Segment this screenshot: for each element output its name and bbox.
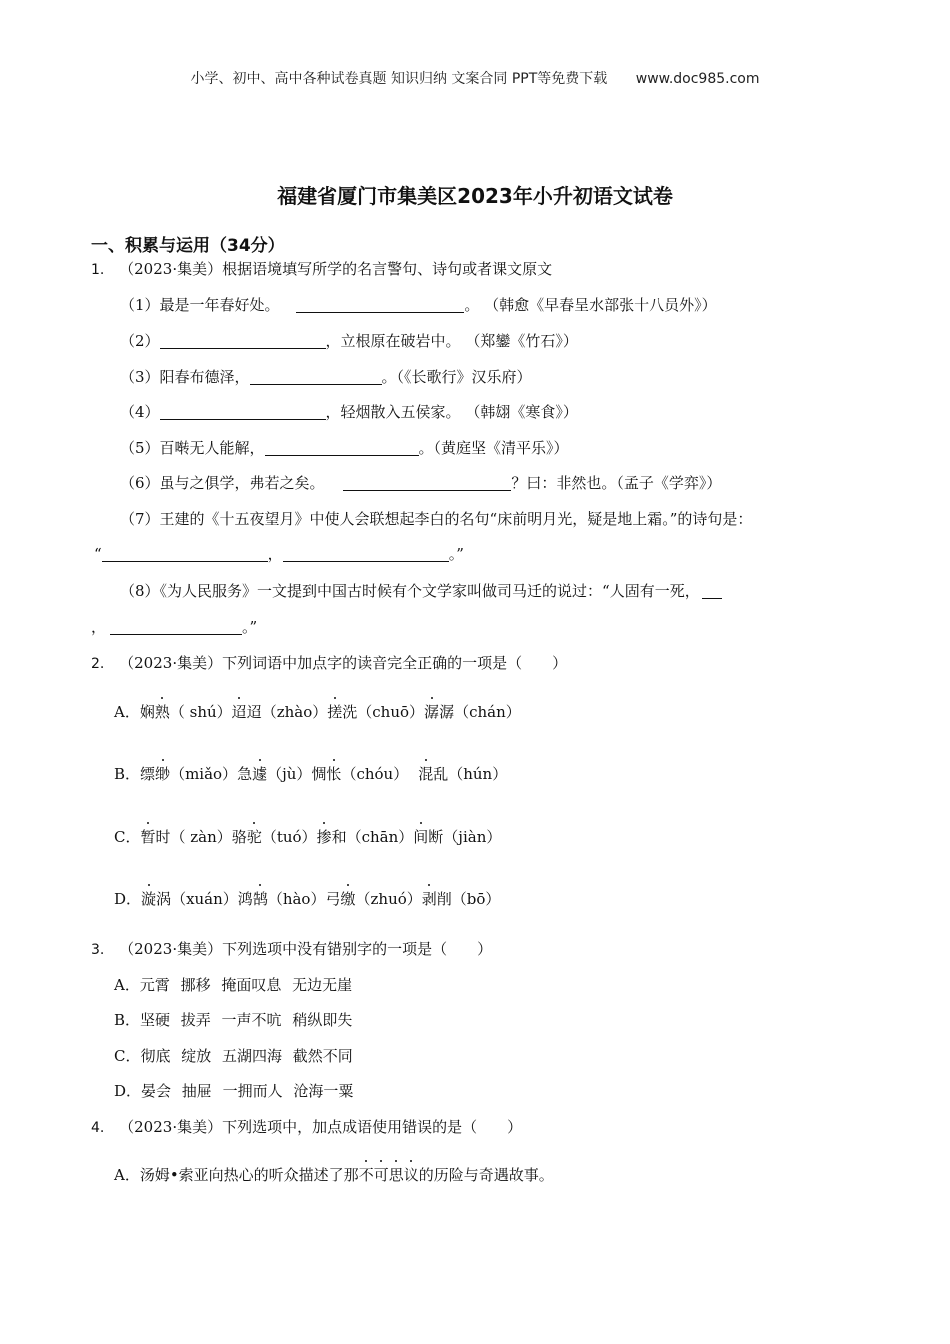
pinyin: （xuán） xyxy=(171,890,238,908)
q3-option-d[interactable]: D．晏会 抽屉 一拥而人 沧海一粟 xyxy=(114,1082,354,1100)
dotted-char: 缈 xyxy=(155,765,171,783)
dotted-char: 鹄 xyxy=(252,890,268,908)
option-label: B． xyxy=(114,765,141,783)
option-text: A．汤姆•索亚向热心的听众描述了那 xyxy=(114,1166,359,1184)
dotted-char: 间 xyxy=(413,828,429,846)
q3-number: 3. xyxy=(91,942,105,958)
word-char: 迢 xyxy=(246,703,262,721)
dotted-char: 思 xyxy=(388,1166,404,1184)
close-quote: 。” xyxy=(448,545,464,563)
page-header xyxy=(0,68,950,88)
q3-option-c[interactable]: C．彻底 绽放 五湖四海 截然不同 xyxy=(114,1047,353,1065)
dotted-char: 可 xyxy=(373,1166,389,1184)
dotted-char: 混 xyxy=(418,765,434,783)
header-site[interactable]: www.doc985.com xyxy=(635,71,760,87)
answer-blank[interactable] xyxy=(250,368,382,385)
word-char: 和 xyxy=(331,828,347,846)
pinyin: （hún） xyxy=(448,765,508,783)
q1-item-6 xyxy=(120,472,721,493)
q1-item-4 xyxy=(120,401,578,422)
pinyin: （zhuó） xyxy=(355,890,422,908)
pinyin: （chān） xyxy=(346,828,414,846)
q1-item-7: （7）王建的《十五夜望月》中使人会联想起李白的名句“床前明月光，疑是地上霜。”的诗句是： xyxy=(120,510,753,528)
q4-option-a[interactable] xyxy=(114,1164,554,1185)
pinyin: （jiàn） xyxy=(443,828,502,846)
dotted-char: 遽 xyxy=(252,765,268,783)
answer-blank[interactable] xyxy=(102,545,268,562)
pinyin: （chuō） xyxy=(357,703,425,721)
q3-stem xyxy=(91,938,492,959)
option-label: A． xyxy=(114,703,140,721)
q2-stem xyxy=(91,652,567,673)
q1-item-5 xyxy=(120,437,569,458)
q4-stem xyxy=(91,1116,522,1137)
q1-item-7-answer xyxy=(94,543,464,564)
dotted-char: 熟 xyxy=(154,703,170,721)
pinyin: （tuó） xyxy=(261,828,317,846)
q1-item-1 xyxy=(120,294,717,315)
close-quote: 。” xyxy=(242,618,258,636)
comma: ， xyxy=(267,545,283,563)
pinyin: （jù） xyxy=(267,765,312,783)
header-text: 小学、初中、高中各种试卷真题 知识归纳 文案合同 PPT等免费下载 xyxy=(190,71,608,87)
word-char: 缥 xyxy=(140,765,156,783)
q3-option-b[interactable]: B．坚硬 拔弄 一声不吭 稍纵即失 xyxy=(114,1011,353,1029)
option-text: 的历险与奇遇故事。 xyxy=(418,1166,554,1184)
word-char: 断 xyxy=(428,828,444,846)
answer-blank[interactable] xyxy=(702,582,722,599)
q4-stem-text: （2023·集美）下列选项中，加点成语使用错误的是（ ） xyxy=(119,1118,523,1136)
answer-blank[interactable] xyxy=(265,439,419,456)
q2-option-d[interactable] xyxy=(114,888,500,909)
q2-option-c[interactable] xyxy=(114,826,501,847)
dotted-char: 迢 xyxy=(231,703,247,721)
q1-item-5-source: 。（黄庭坚《清平乐》） xyxy=(418,439,569,457)
word-char: 乱 xyxy=(433,765,449,783)
answer-blank[interactable] xyxy=(283,545,449,562)
q1-item-1-source: 。 （韩愈《早春呈水部张十八员外》） xyxy=(464,296,717,314)
q1-item-3 xyxy=(120,366,532,387)
q1-number: 1. xyxy=(91,262,105,278)
word-char: 急 xyxy=(237,765,253,783)
option-label: C． xyxy=(114,828,141,846)
q4-number: 4. xyxy=(91,1120,105,1136)
option-label: D． xyxy=(114,890,142,908)
q1-item-8 xyxy=(120,580,722,601)
word-char: 骆 xyxy=(231,828,247,846)
answer-blank[interactable] xyxy=(160,403,326,420)
pinyin: （ shú） xyxy=(169,703,232,721)
word-char: 潺 xyxy=(439,703,455,721)
page-title: 福建省厦门市集美区2023年小升初语文试卷 xyxy=(277,184,673,208)
answer-blank[interactable] xyxy=(343,474,511,491)
q3-option-a[interactable]: A．元霄 挪移 掩面叹息 无边无崖 xyxy=(114,976,353,994)
word-char: 时 xyxy=(155,828,171,846)
pinyin: （chán） xyxy=(454,703,521,721)
answer-blank[interactable] xyxy=(160,332,326,349)
answer-blank[interactable] xyxy=(110,618,242,635)
word-char: 惆 xyxy=(311,765,327,783)
q1-item-6-source: ？曰：非然也。（孟子《学弈》） xyxy=(511,474,722,492)
dotted-char: 剥 xyxy=(421,890,437,908)
word-char: 削 xyxy=(436,890,452,908)
pinyin: （hào） xyxy=(267,890,326,908)
dotted-char: 怅 xyxy=(326,765,342,783)
q2-option-a[interactable] xyxy=(114,701,521,722)
q1-item-3-source: 。（《长歌行》汉乐府） xyxy=(381,368,532,386)
q1-item-1-text: （1）最是一年春好处。 xyxy=(120,296,280,314)
q2-stem-text: （2023·集美）下列词语中加点字的读音完全正确的一项是（ ） xyxy=(119,654,568,672)
word-char: 涡 xyxy=(156,890,172,908)
dotted-char: 缴 xyxy=(340,890,356,908)
word-char: 娴 xyxy=(139,703,155,721)
pinyin: （bō） xyxy=(451,890,501,908)
dotted-char: 掺 xyxy=(316,828,332,846)
q1-item-2-text: （2） xyxy=(120,332,160,350)
q1-item-4-text: （4） xyxy=(120,403,160,421)
q1-stem xyxy=(91,258,552,279)
pinyin: （miǎo） xyxy=(170,765,238,783)
dotted-char: 潺 xyxy=(424,703,440,721)
word-char: 洗 xyxy=(342,703,358,721)
q1-stem-text: （2023·集美）根据语境填写所学的名言警句、诗句或者课文原文 xyxy=(119,260,553,278)
q3-stem-text: （2023·集美）下列选项中没有错别字的一项是（ ） xyxy=(119,940,493,958)
section-heading: 一、积累与运用（34分） xyxy=(91,236,285,256)
dotted-char: 驼 xyxy=(246,828,262,846)
q2-option-b[interactable] xyxy=(114,763,507,784)
dotted-char: 暂 xyxy=(140,828,156,846)
dotted-char: 漩 xyxy=(141,890,157,908)
q1-item-8-answer xyxy=(91,616,257,637)
word-char: 弓 xyxy=(325,890,341,908)
pinyin: （chóu） xyxy=(341,765,409,783)
q1-item-6-text: （6）虽与之俱学，弗若之矣。 xyxy=(120,474,325,492)
word-char: 鸿 xyxy=(237,890,253,908)
dotted-char: 不 xyxy=(358,1166,374,1184)
q1-item-4-source: ，轻烟散入五侯家。 （韩翃《寒食》） xyxy=(325,403,578,421)
dotted-char: 搓 xyxy=(327,703,343,721)
open-quote: “ xyxy=(94,545,102,563)
pinyin: （ zàn） xyxy=(170,828,232,846)
q1-item-3-text: （3）阳春布德泽， xyxy=(120,368,250,386)
q1-item-2-source: ，立根原在破岩中。 （郑鑾《竹石》） xyxy=(325,332,578,350)
dotted-char: 议 xyxy=(403,1166,419,1184)
answer-blank[interactable] xyxy=(296,296,464,313)
q1-item-2 xyxy=(120,330,578,351)
pinyin: （zhào） xyxy=(261,703,328,721)
comma: ， xyxy=(91,618,107,636)
q2-number: 2. xyxy=(91,656,105,672)
q1-item-5-text: （5）百啭无人能解， xyxy=(120,439,265,457)
q1-item-8-text: （8）《为人民服务》一文提到中国古时候有个文学家叫做司马迁的说过：“人固有一死， xyxy=(120,582,700,600)
